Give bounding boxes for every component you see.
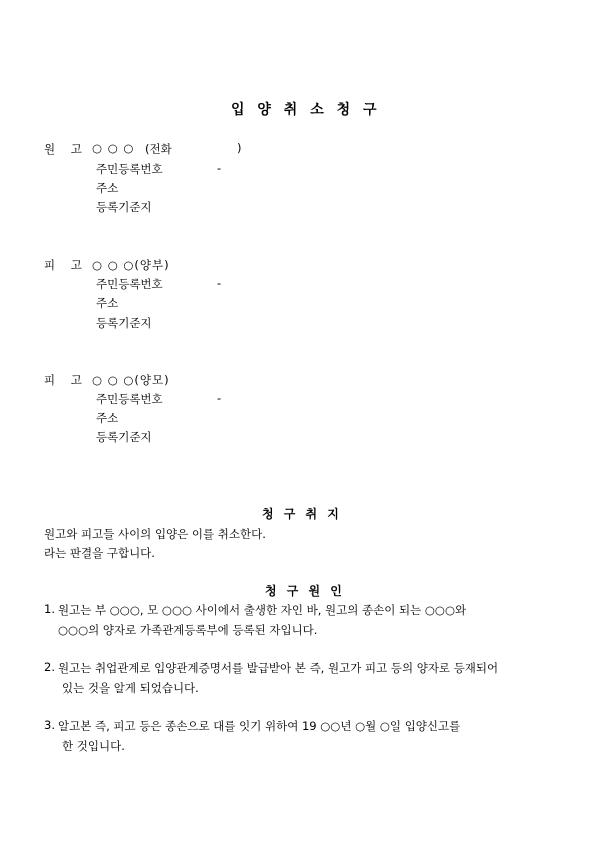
claim-cause-item-line-1: 원고는 부 ○○○, 모 ○○○ 사이에서 출생한 자인 바, 원고의 종손이 되는 ○○○와 — [58, 603, 467, 617]
plaintiff-name: ○ ○ ○ — [92, 141, 135, 155]
claim-cause-item-line-1: 원고는 취업관계로 입양관계증명서를 발급받아 본 즉, 원고가 피고 등의 양자로 등재되어 — [58, 661, 499, 675]
claim-cause-item-line-2: ○○○의 양자로 가족관계등록부에 등록된 자입니다. — [58, 623, 318, 637]
claim-cause-item-number: 3. — [44, 718, 55, 732]
plaintiff-rrn-label: 주민등록번호 — [96, 162, 163, 176]
claim-purpose-line-2: 라는 판결을 구합니다. — [44, 546, 155, 560]
plaintiff-rrn-separator: - — [217, 161, 222, 175]
claim-purpose-line-1: 원고와 피고들 사이의 입양은 이를 취소한다. — [44, 527, 266, 541]
defendant-mother-registry-label: 등록기준지 — [96, 430, 152, 444]
defendant-father-registry-label: 등록기준지 — [96, 316, 152, 330]
plaintiff-phone-close: ) — [237, 141, 242, 155]
claim-cause-item-number: 2. — [44, 660, 55, 674]
claim-cause-item-line-2: 한 것입니다. — [62, 739, 125, 753]
claim-purpose-heading: 청 구 취 지 — [262, 507, 342, 521]
plaintiff-label: 원 고 — [44, 142, 88, 156]
defendant-father-rrn-separator: - — [217, 276, 222, 290]
defendant-mother-label: 피 고 — [44, 373, 88, 387]
page-title: 입 양 취 소 청 구 — [231, 102, 381, 118]
defendant-father-name: ○ ○ ○(양부) — [92, 258, 170, 272]
claim-cause-item-line-1: 알고본 즉, 피고 등은 종손으로 대를 잇기 위하여 19 ○○년 ○월 ○일 입양신고를 — [58, 719, 461, 733]
defendant-mother-address-label: 주소 — [96, 411, 119, 425]
defendant-father-rrn-label: 주민등록번호 — [96, 277, 163, 291]
plaintiff-phone-open: (전화 — [145, 142, 172, 156]
claim-cause-item-number: 1. — [44, 602, 55, 616]
defendant-father-address-label: 주소 — [96, 296, 119, 310]
defendant-mother-rrn-label: 주민등록번호 — [96, 392, 163, 406]
defendant-mother-name: ○ ○ ○(양모) — [92, 373, 170, 387]
defendant-mother-rrn-separator: - — [217, 391, 222, 405]
defendant-father-label: 피 고 — [44, 258, 88, 272]
plaintiff-registry-label: 등록기준지 — [96, 200, 152, 214]
claim-cause-heading: 청 구 원 인 — [265, 584, 345, 598]
claim-cause-item-line-2: 있는 것을 알게 되었습니다. — [62, 681, 199, 695]
plaintiff-address-label: 주소 — [96, 181, 119, 195]
